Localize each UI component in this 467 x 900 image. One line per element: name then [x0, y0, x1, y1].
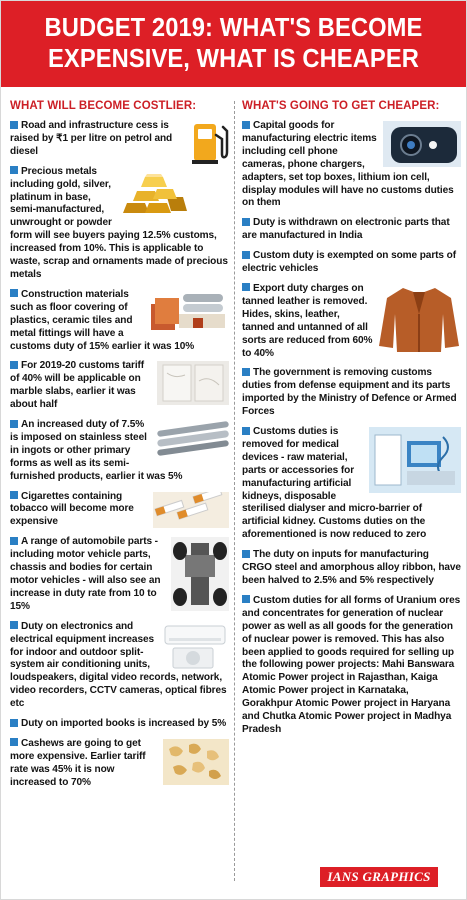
cheaper-item-medical	[242, 426, 461, 542]
marble-slabs-image	[157, 361, 229, 405]
costlier-item-construction	[10, 289, 229, 354]
costlier-item-books	[10, 718, 229, 731]
costlier-item-fuel	[10, 120, 229, 159]
costlier-text-steel: An increased duty of 7.5% is imposed on stainless steel in ingots or other primary forms as well as its semi-furnished products, earlier it was 5%	[10, 419, 183, 482]
costlier-item-precious-metals	[10, 166, 229, 282]
bullet-square	[242, 368, 250, 376]
bullet-square	[10, 738, 18, 746]
cashews-image	[163, 739, 229, 785]
cheaper-item-crgo-steel	[242, 549, 461, 588]
cheaper-heading: WHAT'S GOING TO GET CHEAPER:	[242, 100, 440, 112]
costlier-text-marble: For 2019-20 customs tariff of 40% will be applicable on marble slabs, earlier it was about half	[10, 360, 145, 411]
costlier-text-electronics: Duty on electronics and electrical equipment increases for indoor and outdoor split-system air conditioning units, loudspeakers, digital video records, network, video recorders, CCTV cameras, optical fibres etc	[10, 620, 227, 710]
cheaper-text-crgo-steel: The duty on inputs for manufacturing CRGO steel and amorphous alloy ribbon, have been halved to 2.5% and 5% respectively	[242, 549, 461, 586]
cheaper-text-defense: The government is removing customs duties from defense equipment and its parts imported by the Ministry of Defence or Armed Forces	[242, 367, 457, 418]
title-banner	[1, 1, 466, 87]
bullet-square	[242, 427, 250, 435]
cheaper-item-leather	[242, 283, 461, 360]
cheaper-item-electronic-parts	[242, 217, 461, 243]
bullet-square	[242, 550, 250, 558]
title-line-1: BUDGET 2019: WHAT'S BECOME	[44, 14, 423, 42]
bullet-square	[10, 289, 18, 297]
bullet-square	[10, 361, 18, 369]
air-conditioner-image	[163, 622, 229, 670]
cheaper-item-defense	[242, 367, 461, 419]
bullet-square	[242, 121, 250, 129]
cigarettes-image	[153, 492, 229, 528]
costlier-text-cashews: Cashews are going to get more expensive. Earlier tariff rate was 45% it is now increased to 70%	[10, 737, 146, 788]
bullet-square	[10, 420, 18, 428]
costlier-item-cigarettes	[10, 491, 229, 530]
costlier-text-auto-parts: A range of automobile parts - including motor vehicle parts, chassis and bodies for certain motor vehicles - will also see an increase in duty rate from 10 to 15%	[10, 536, 161, 612]
bullet-square	[242, 595, 250, 603]
bullet-square	[242, 218, 250, 226]
leather-jacket-image	[377, 284, 461, 354]
column-divider	[234, 101, 235, 881]
costlier-column	[10, 99, 229, 797]
costlier-heading: WHAT WILL BECOME COSTLIER:	[10, 100, 197, 112]
costlier-item-auto-parts	[10, 536, 229, 613]
bullet-square	[242, 283, 250, 291]
cheaper-text-electric-vehicles: Custom duty is exempted on some parts of electric vehicles	[242, 250, 456, 275]
cheaper-item-electric-vehicles	[242, 250, 461, 276]
bullet-square	[10, 166, 18, 174]
costlier-item-cashews	[10, 738, 229, 790]
cheaper-text-medical: Customs duties is removed for medical devices - raw material, parts or accessories for manufacturing artificial kidneys, disposable sterilised dialyser and micro-barrier of artificial kidney. Customs duties on the aforementioned is now reduced to zero	[242, 426, 427, 541]
bullet-square	[10, 537, 18, 545]
costlier-text-books: Duty on imported books is increased by 5%	[21, 718, 227, 730]
bullet-square	[10, 621, 18, 629]
costlier-text-fuel: Road and infrastructure cess is raised by ₹1 per litre on petrol and diesel	[10, 120, 173, 157]
cheaper-text-uranium: Custom duties for all forms of Uranium ores and concentrates for generation of nuclear power as well as all goods for the generation of nuclear power is removed. This has also been applied to goods required for selling up the following power projects: Mahi Banswara Atomic Power project in Rajasthan, Kaiga Atomic Power project in Karnataka, Gorakhpur Atomic Power project in Haryana and Chutka Atomic Power project in Madhya Pradesh	[242, 594, 461, 735]
fuel-pump-icon	[191, 121, 229, 165]
costlier-item-steel	[10, 419, 229, 484]
medical-device-image	[369, 427, 461, 493]
cheaper-text-leather: Export duty charges on tanned leather is removed. Hides, skins, leather, tanned and untanned of all sorts are reduced from 60% to 40%	[242, 282, 373, 359]
steel-pipes-image	[157, 420, 229, 458]
costlier-text-cigarettes: Cigarettes containing tobacco will become more expensive	[10, 490, 134, 528]
gold-bars-image	[123, 167, 187, 217]
bullet-square	[242, 251, 250, 259]
bullet-square	[10, 121, 18, 129]
bullet-square	[10, 491, 18, 499]
bullet-square	[10, 719, 18, 727]
costlier-text-construction: Construction materials such as floor covering of plastics, ceramic tiles and metal fittings will have a customs duty of 15% earlier it was 10%	[10, 288, 195, 352]
phone-camera-image	[383, 121, 461, 167]
cheaper-item-uranium	[242, 595, 461, 737]
costlier-text-precious-metals: Precious metals including gold, silver, platinum in base, semi-manufactured, unwrought or powder form will see buyers paying 12.5% customs, increased from 10%. This is applicable to waste, scrap and ornaments made of precious metals	[10, 165, 228, 280]
cheaper-text-electronic-parts: Duty is withdrawn on electronic parts that are manufactured in India	[242, 217, 450, 242]
title-line-2: EXPENSIVE, WHAT IS CHEAPER	[48, 45, 419, 73]
cheaper-column	[242, 99, 461, 744]
costlier-item-electronics	[10, 621, 229, 711]
car-chassis-image	[171, 537, 229, 611]
costlier-item-marble	[10, 360, 229, 412]
construction-materials-image	[149, 290, 229, 332]
cheaper-text-capital-goods: Capital goods for manufacturing electric items including cell phone cameras, phone chargers, adapters, set top boxes, lithium ion cell, display modules will have no customs duties on them	[242, 120, 454, 209]
credit-badge: IANS GRAPHICS	[320, 867, 438, 887]
cheaper-item-capital-goods	[242, 120, 461, 210]
